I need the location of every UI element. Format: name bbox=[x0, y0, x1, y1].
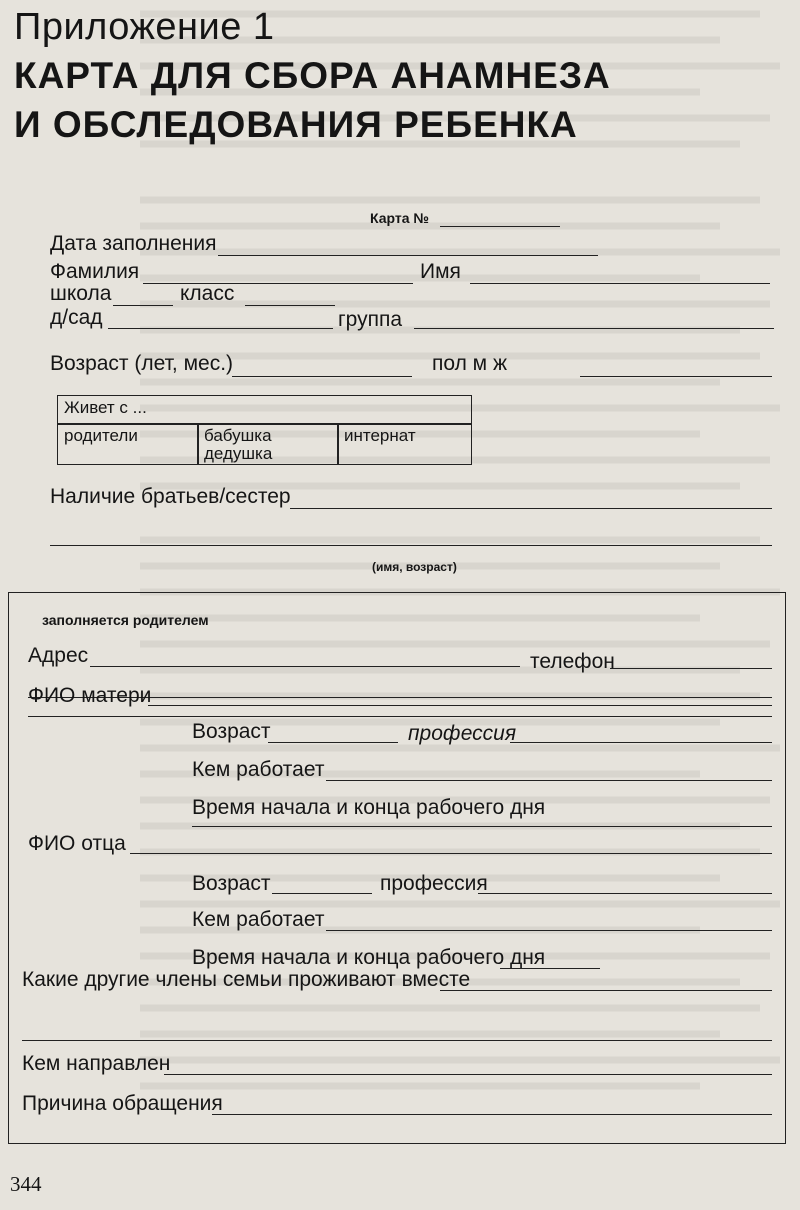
phone-label: телефон bbox=[530, 650, 615, 673]
phone-field[interactable] bbox=[610, 668, 772, 669]
father-profession-label: профессия bbox=[380, 872, 488, 895]
mother-age-label: Возраст bbox=[192, 720, 271, 743]
reason-label: Причина обращения bbox=[22, 1092, 223, 1115]
mother-workplace-field[interactable] bbox=[326, 780, 772, 781]
date-field[interactable] bbox=[218, 255, 598, 256]
family-members-label: Какие другие члены семьи проживают вместе bbox=[22, 968, 471, 991]
mother-hours-field[interactable] bbox=[192, 826, 772, 827]
kindergarten-label: д/сад bbox=[50, 306, 103, 329]
father-label: ФИО отца bbox=[28, 832, 126, 855]
lives-with-boarding-cell[interactable] bbox=[337, 423, 472, 465]
family-members-field[interactable] bbox=[440, 990, 772, 991]
mother-age-field[interactable] bbox=[268, 742, 398, 743]
lives-with-boarding: интернат bbox=[344, 426, 416, 445]
lives-with-grandparents-cell[interactable] bbox=[197, 423, 339, 465]
group-label: группа bbox=[338, 308, 403, 331]
lives-with-title: Живет с ... bbox=[64, 398, 147, 417]
parent-section-title: заполняется родителем bbox=[42, 612, 209, 628]
school-label: школа bbox=[50, 282, 112, 305]
title-line-2: И ОБСЛЕДОВАНИЯ РЕБЕНКА bbox=[14, 104, 578, 145]
family-members-field-2[interactable] bbox=[22, 1040, 772, 1041]
father-hours-label: Время начала и конца рабочего дня bbox=[192, 946, 546, 969]
mother-field-2[interactable] bbox=[28, 716, 772, 717]
name-label: Имя bbox=[420, 260, 461, 283]
card-number-label: Карта № bbox=[370, 210, 430, 226]
age-label: Возраст (лет, мес.) bbox=[50, 352, 234, 375]
title-line-1: КАРТА ДЛЯ СБОРА АНАМНЕЗА bbox=[14, 55, 611, 96]
sex-label: пол м ж bbox=[432, 352, 507, 375]
address-label: Адрес bbox=[28, 644, 89, 667]
name-field[interactable] bbox=[470, 283, 770, 284]
reason-field[interactable] bbox=[212, 1114, 772, 1115]
siblings-field[interactable] bbox=[290, 508, 772, 509]
mother-label: ФИО матери bbox=[28, 684, 152, 707]
mother-profession-label: профессия bbox=[408, 722, 517, 745]
lives-with-parents-cell[interactable] bbox=[57, 423, 199, 465]
siblings-field-2[interactable] bbox=[50, 545, 772, 546]
father-workplace-label: Кем работает bbox=[192, 908, 325, 931]
age-field[interactable] bbox=[232, 376, 412, 377]
father-workplace-field[interactable] bbox=[326, 930, 772, 931]
date-label: Дата заполнения bbox=[50, 232, 217, 255]
siblings-label: Наличие братьев/сестер bbox=[50, 485, 291, 508]
lives-with-header-cell bbox=[57, 395, 472, 425]
referred-by-field[interactable] bbox=[164, 1074, 772, 1075]
father-profession-field[interactable] bbox=[478, 893, 772, 894]
father-hours-field[interactable] bbox=[500, 968, 600, 969]
grade-label: класс bbox=[180, 282, 235, 305]
father-age-label: Возраст bbox=[192, 872, 271, 895]
page-number: 344 bbox=[10, 1172, 42, 1196]
school-field[interactable] bbox=[113, 305, 173, 306]
referred-by-label: Кем направлен bbox=[22, 1052, 171, 1075]
lives-with-grandmother: бабушка bbox=[204, 426, 272, 445]
mother-hours-label: Время начала и конца рабочего дня bbox=[192, 796, 546, 819]
address-field[interactable] bbox=[90, 666, 520, 667]
father-field[interactable] bbox=[130, 853, 772, 854]
mother-field[interactable] bbox=[148, 705, 772, 706]
sex-field[interactable] bbox=[580, 376, 772, 377]
lives-with-grandfather: дедушка bbox=[204, 444, 273, 463]
kindergarten-field[interactable] bbox=[108, 328, 333, 329]
card-number-line[interactable] bbox=[440, 226, 560, 227]
grade-field[interactable] bbox=[245, 305, 335, 306]
group-field[interactable] bbox=[414, 328, 774, 329]
appendix-label: Приложение 1 bbox=[14, 6, 275, 48]
siblings-hint: (имя, возраст) bbox=[372, 560, 457, 574]
surname-label: Фамилия bbox=[50, 260, 140, 283]
lives-with-parents: родители bbox=[64, 426, 138, 445]
father-age-field[interactable] bbox=[272, 893, 372, 894]
mother-workplace-label: Кем работает bbox=[192, 758, 325, 781]
mother-profession-field[interactable] bbox=[510, 742, 772, 743]
